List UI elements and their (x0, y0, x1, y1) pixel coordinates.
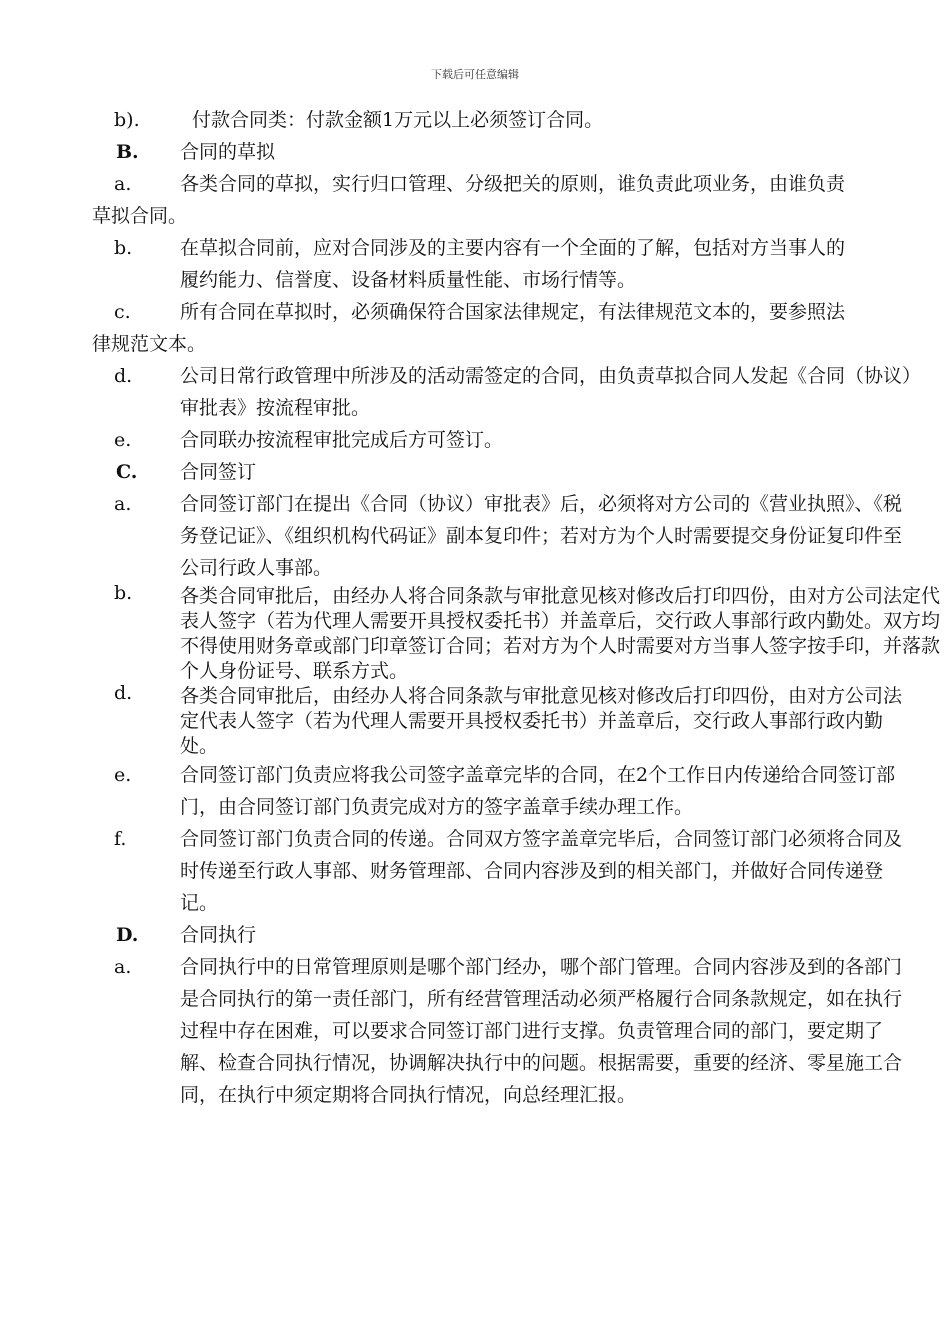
list-item (92, 232, 862, 296)
page-header: 下载后可任意编辑 (431, 68, 519, 81)
item-marker: e. (114, 429, 132, 451)
item-text: 在草拟合同前，应对合同涉及的主要内容有一个全面的了解，包括对方当事人的履约能力、信誉度、设备材料质量性能、市场行情等。 (180, 237, 846, 291)
item-text: 合同签订部门负责合同的传递。合同双方签字盖章完毕后，合同签订部门必须将合同及时传递至行政人事部、财务管理部、合同内容涉及到的相关部门，并做好合同传递登记。 (180, 828, 903, 914)
list-item (92, 360, 912, 424)
section-title: 合同执行 (180, 924, 257, 946)
list-item (92, 759, 896, 823)
section-heading (92, 136, 862, 168)
item-marker: a. (114, 173, 132, 195)
item-marker: a. (114, 493, 132, 515)
section-title: 合同签订 (180, 461, 257, 483)
item-marker: d. (114, 682, 133, 704)
item-marker: f. (114, 828, 127, 850)
list-item (92, 823, 903, 919)
list-item (92, 951, 903, 1111)
document-body (92, 104, 941, 1111)
section-marker: B. (116, 141, 139, 163)
list-item (92, 104, 862, 136)
item-marker: c. (114, 301, 131, 323)
item-text: 付款合同类：付款金额1万元以上必须签订合同。 (192, 109, 604, 131)
list-item (92, 424, 862, 456)
section-heading (92, 456, 862, 488)
item-marker: d. (114, 365, 133, 387)
section-marker: C. (116, 461, 138, 483)
item-text: 公司日常行政管理中所涉及的活动需签定的合同，由负责草拟合同人发起《合同（协议）审批表》按流程审批。 (180, 365, 912, 419)
item-text: 合同联办按流程审批完成后方可签订。 (180, 429, 504, 451)
item-text: 各类合同审批后，由经办人将合同条款与审批意见核对修改后打印四份，由对方公司法定代表人签字（若为代理人需要开具授权委托书）并盖章后，交行政人事部行政内勤处。 (180, 685, 903, 757)
section-title: 合同的草拟 (180, 141, 276, 163)
item-text: 合同签订部门负责应将我公司签字盖章完毕的合同，在2个工作日内传递给合同签订部门，由合同签订部门负责完成对方的签字盖章手续办理工作。 (180, 764, 896, 818)
list-item (92, 296, 862, 360)
item-marker: b. (114, 237, 133, 259)
item-text: 各类合同的草拟，实行归口管理、分级把关的原则，谁负责此项业务，由谁负责草拟合同。 (92, 173, 846, 227)
list-item (92, 488, 903, 584)
list-item (92, 682, 903, 759)
section-heading (92, 919, 862, 951)
item-marker: b. (114, 582, 133, 604)
item-marker: e. (114, 764, 132, 786)
list-item (92, 582, 941, 684)
list-item (92, 168, 862, 232)
item-text: 合同执行中的日常管理原则是哪个部门经办，哪个部门管理。合同内容涉及到的各部门是合同执行的第一责任部门，所有经营管理活动必须严格履行合同条款规定，如在执行过程中存在困难，可以要求合同签订部门进行支撑。负责管理合同的部门，要定期了解、检查合同执行情况，协调解决执行中的问题。根据需要，重要的经济、零星施工合同，在执行中须定期将合同执行情况，向总经理汇报。 (180, 956, 903, 1106)
item-text: 所有合同在草拟时，必须确保符合国家法律规定，有法律规范文本的，要参照法律规范文本。 (92, 301, 846, 355)
item-marker: a. (114, 956, 132, 978)
item-marker: b). (114, 109, 140, 131)
item-text: 合同签订部门在提出《合同（协议）审批表》后，必须将对方公司的《营业执照》、《税务登记证》、《组织机构代码证》副本复印件；若对方为个人时需要提交身份证复印件至公司行政人事部。 (180, 493, 903, 579)
item-text: 各类合同审批后，由经办人将合同条款与审批意见核对修改后打印四份，由对方公司法定代表人签字（若为代理人需要开具授权委托书）并盖章后，交行政人事部行政内勤处。双方均不得使用财务章或部门印章签订合同；若对方为个人时需要对方当事人签字按手印，并落款个人身份证号、联系方式。 (180, 585, 941, 682)
section-marker: D. (116, 924, 139, 946)
